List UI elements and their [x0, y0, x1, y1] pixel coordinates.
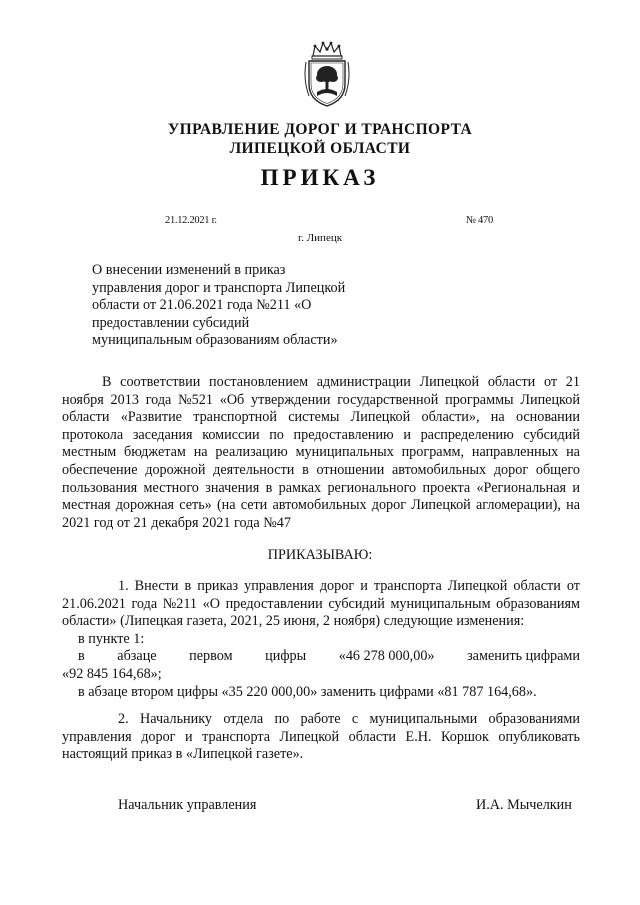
word: на	[566, 444, 580, 461]
word: в	[302, 461, 309, 478]
word: системы	[288, 409, 340, 426]
word: абзаце	[117, 648, 157, 665]
word: 21.06.2021	[62, 595, 126, 612]
order-item-2	[62, 711, 580, 764]
word: дорог	[493, 461, 529, 478]
word: образованиям	[496, 595, 580, 612]
word: области	[348, 728, 397, 745]
word: администрации	[316, 374, 411, 390]
word: опубликовать	[498, 728, 580, 745]
word: дорожной	[145, 461, 206, 478]
paragraph-line	[62, 480, 580, 498]
word: ноября	[62, 391, 104, 408]
document-subject	[92, 262, 345, 350]
point-reference: в пункте 1:	[78, 630, 145, 647]
paragraph-line	[62, 711, 580, 729]
paragraph-line	[62, 444, 580, 462]
word: бюджетам	[124, 444, 186, 461]
word: по	[269, 426, 284, 443]
word: «О	[202, 595, 220, 612]
word: соответствии	[120, 374, 201, 390]
word: проекта	[422, 479, 471, 496]
word: сети	[240, 497, 268, 514]
word: транспортной	[193, 409, 277, 426]
word: дорог	[319, 578, 355, 594]
paragraph-line	[62, 427, 580, 445]
word: транспорта	[202, 728, 271, 745]
word: местным	[62, 444, 117, 461]
word: 2013	[110, 391, 139, 408]
word: рамках	[278, 479, 322, 496]
word: «Региональная	[476, 479, 567, 496]
word: местная	[62, 497, 111, 514]
word: области	[513, 578, 561, 594]
word: заседания	[132, 426, 193, 443]
document-number: № 470	[466, 215, 493, 226]
word: №521	[178, 391, 213, 408]
word: и	[360, 578, 368, 594]
word: в	[78, 648, 85, 665]
word: муниципальными	[369, 711, 478, 727]
document-type-title: ПРИКАЗ	[260, 165, 380, 190]
word: области	[62, 409, 110, 426]
word: на	[193, 444, 208, 461]
subject-line: О внесении изменений в приказ	[92, 262, 286, 278]
paragraph-line	[62, 729, 580, 747]
subject-line: управления дорог и транспорта Липецкой	[92, 279, 346, 296]
word: Липецкой	[411, 497, 471, 514]
paragraph-line	[62, 578, 580, 596]
word: от	[543, 374, 558, 390]
word: по	[274, 711, 290, 727]
word: Липецкой	[520, 391, 580, 408]
word: области	[487, 374, 536, 390]
paragraph-line	[62, 462, 580, 480]
word: программы	[445, 391, 514, 408]
word: постановлением	[209, 374, 309, 390]
subject-line: муниципальным образованиям области»	[92, 332, 338, 349]
word: 1.	[118, 578, 129, 594]
preamble-paragraph	[62, 374, 580, 532]
word: Внести	[134, 578, 179, 594]
word: обеспечение	[62, 461, 138, 478]
word: значения	[205, 479, 260, 496]
paragraph-line	[62, 409, 580, 427]
word: Липецкой	[279, 728, 340, 745]
paragraph-line: области» (Липецкая газета, 2021, 25 июня, 2 ноября) следующие изменения:	[62, 613, 525, 630]
word: с	[351, 711, 359, 727]
word: первом	[189, 648, 233, 665]
word: и	[403, 426, 411, 443]
word: пользования	[62, 479, 138, 496]
word: 21	[565, 374, 580, 390]
word: основании	[515, 409, 580, 426]
organization-name-line2: ЛИПЕЦКОЙ ОБЛАСТИ	[229, 140, 411, 157]
signature-position: Начальник управления	[118, 797, 257, 813]
word: и	[185, 728, 193, 745]
word: направленных	[471, 444, 559, 461]
word: в	[265, 479, 273, 496]
word: «Развитие	[120, 409, 182, 426]
word: местного	[143, 479, 199, 496]
document-city: г. Липецк	[297, 232, 343, 244]
paragraph-line: 2021 год от 21 декабря 2021 года №47	[62, 514, 291, 531]
word: предоставлению	[293, 426, 394, 443]
word: и	[572, 479, 580, 496]
word: (на	[216, 497, 236, 514]
word: управления	[62, 728, 132, 745]
subject-line: предоставлении субсидий	[92, 314, 250, 331]
signature-name: И.А. Мычелкин	[476, 797, 572, 813]
word: от	[566, 578, 580, 594]
word: деятельности	[213, 461, 295, 478]
word: цифры	[265, 648, 307, 665]
order-item-1	[62, 578, 580, 701]
word: общего	[535, 461, 580, 478]
word: приказ	[197, 578, 239, 594]
word: распределению	[420, 426, 514, 443]
word: отношении	[316, 461, 385, 478]
word: №211	[162, 595, 198, 612]
word: управления	[244, 578, 314, 594]
word: агломерации),	[475, 497, 561, 514]
word: дорог	[371, 497, 407, 514]
word: Коршок	[441, 728, 489, 745]
paragraph-line	[62, 392, 580, 410]
word: области»,	[421, 409, 480, 426]
word: «46 278 000,00»	[338, 648, 435, 665]
word: дорог	[141, 728, 176, 745]
word: регионального	[327, 479, 417, 496]
word: государственной	[337, 391, 439, 408]
coat-of-arms-emblem	[303, 40, 351, 108]
word: дорожная	[115, 497, 175, 514]
word: субсидий	[523, 426, 580, 443]
word: субсидий	[328, 595, 385, 612]
word: транспорта	[373, 578, 442, 594]
word: муниципальных	[295, 444, 394, 461]
change-line-1-continued: «92 845 164,68»;	[62, 665, 162, 682]
word: сеть»	[179, 497, 212, 514]
paragraph-line: настоящий приказ в «Липецкой газете».	[62, 746, 304, 763]
word: образованиями	[488, 711, 580, 727]
word: в	[184, 578, 192, 594]
word: на	[490, 409, 505, 426]
paragraph-line	[62, 596, 580, 614]
word: «Об	[219, 391, 245, 408]
document-date: 21.12.2021 г.	[165, 215, 217, 226]
word: утверждении	[251, 391, 331, 408]
word: комиссии	[202, 426, 260, 443]
change-line-1	[62, 648, 580, 666]
word: муниципальным	[390, 595, 491, 612]
word: программ,	[401, 444, 465, 461]
word: Липецкой	[447, 578, 508, 594]
word: автомобильных	[392, 461, 487, 478]
word: отдела	[223, 711, 264, 727]
paragraph-line	[62, 497, 580, 515]
word: протокола	[62, 426, 124, 443]
word: предоставлении	[225, 595, 323, 612]
change-line-2: в абзаце втором цифры «35 220 000,00» заменить цифрами «81 787 164,68».	[78, 683, 537, 700]
word: года	[145, 391, 172, 408]
subject-line: области от 21.06.2021 года №211 «О	[92, 297, 312, 314]
word: работе	[300, 711, 341, 727]
word: Липецкой	[419, 374, 480, 390]
word: Липецкой	[350, 409, 411, 426]
paragraph-line	[62, 374, 580, 392]
word: 2.	[118, 711, 129, 727]
organization-name-line1: УПРАВЛЕНИЕ ДОРОГ И ТРАНСПОРТА	[167, 121, 473, 138]
word: Начальнику	[139, 711, 213, 727]
word: заменить цифрами	[467, 648, 580, 665]
word: В	[102, 374, 112, 390]
word: реализацию	[215, 444, 288, 461]
word: года	[131, 595, 158, 612]
word: автомобильных	[272, 497, 367, 514]
order-heading: ПРИКАЗЫВАЮ:	[267, 547, 373, 563]
word: Е.Н.	[405, 728, 432, 745]
word: на	[566, 497, 580, 514]
